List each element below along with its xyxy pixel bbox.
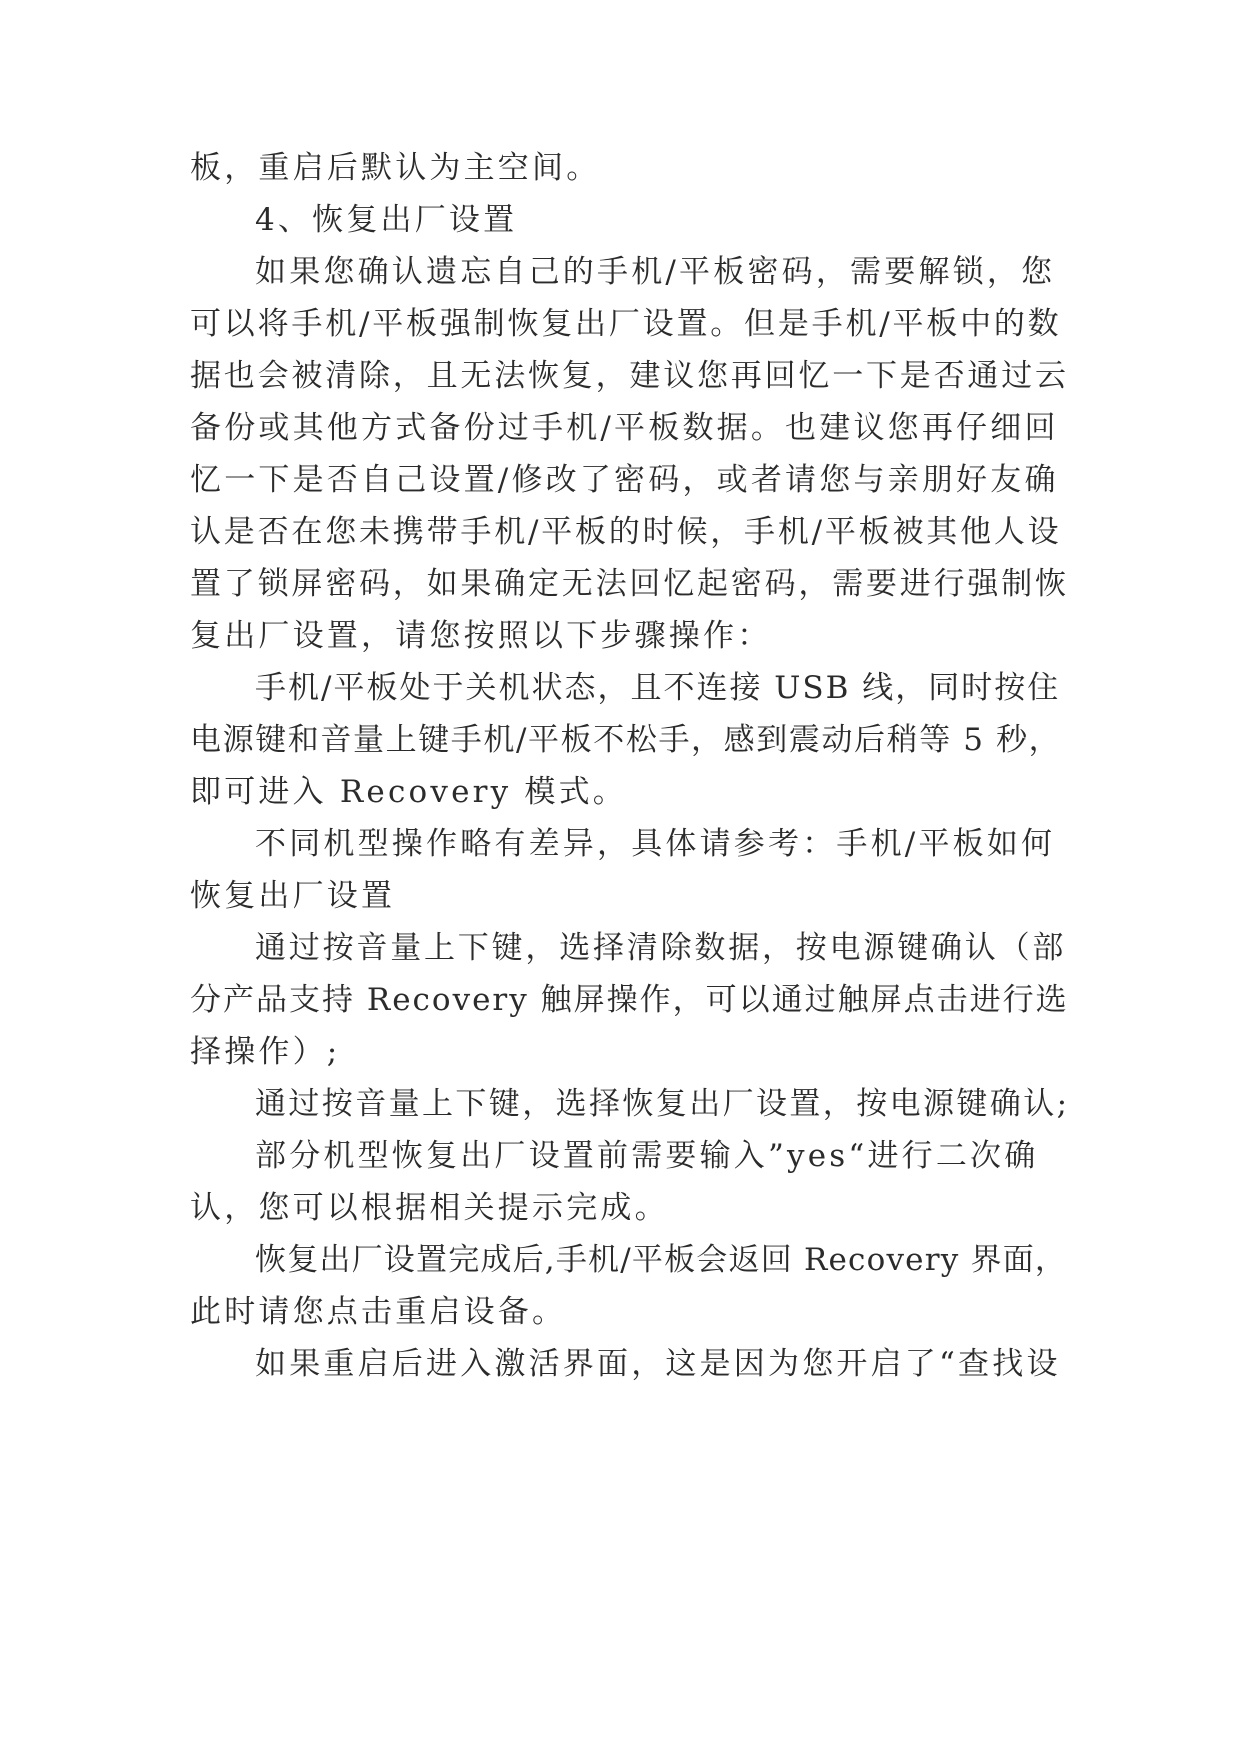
text-line: 不同机型操作略有差异，具体请参考：手机/平板如何 — [255, 826, 1056, 862]
text-line: 备份或其他方式备份过手机/平板数据。也建议您再仔细回 — [190, 410, 1059, 446]
text-line: 择操作）; — [190, 1034, 341, 1070]
text-line: 电源键和音量上键手机/平板不松手，感到震动后稍等 5 秒， — [190, 722, 1062, 758]
text-line: 板，重启后默认为主空间。 — [190, 150, 601, 186]
text-line: 复出厂设置，请您按照以下步骤操作： — [190, 618, 772, 654]
text-line: 认是否在您未携带手机/平板的时候，手机/平板被其他人设 — [190, 514, 1062, 550]
text-line: 此时请您点击重启设备。 — [190, 1294, 567, 1330]
text-line: 手机/平板处于关机状态，且不连接 USB 线，同时按住 — [255, 670, 1061, 706]
text-line: 可以将手机/平板强制恢复出厂设置。但是手机/平板中的数 — [190, 306, 1062, 342]
text-line: 据也会被清除，且无法恢复，建议您再回忆一下是否通过云 — [190, 358, 1069, 394]
text-line: 恢复出厂设置 — [190, 878, 396, 914]
text-line: 通过按音量上下键，选择清除数据，按电源键确认（部 — [255, 930, 1067, 966]
text-line: 如果您确认遗忘自己的手机/平板密码，需要解锁，您 — [255, 254, 1056, 290]
text-line: 恢复出厂设置完成后,手机/平板会返回 Recovery 界面， — [255, 1242, 1068, 1278]
text-line: 如果重启后进入激活界面，这是因为您开启了“查找设 — [255, 1346, 1061, 1382]
text-line: 认，您可以根据相关提示完成。 — [190, 1190, 669, 1226]
text-line: 即可进入 Recovery 模式。 — [190, 774, 628, 810]
text-line: 忆一下是否自己设置/修改了密码，或者请您与亲朋好友确 — [190, 462, 1059, 498]
text-line: 部分机型恢复出厂设置前需要输入”yes“进行二次确 — [255, 1138, 1039, 1174]
text-line: 通过按音量上下键，选择恢复出厂设置，按电源键确认; — [255, 1086, 1070, 1122]
text-line: 分产品支持 Recovery 触屏操作，可以通过触屏点击进行选 — [190, 982, 1069, 1018]
text-line: 置了锁屏密码，如果确定无法回忆起密码，需要进行强制恢 — [190, 566, 1069, 602]
section-heading: 4、恢复出厂设置 — [255, 202, 518, 238]
